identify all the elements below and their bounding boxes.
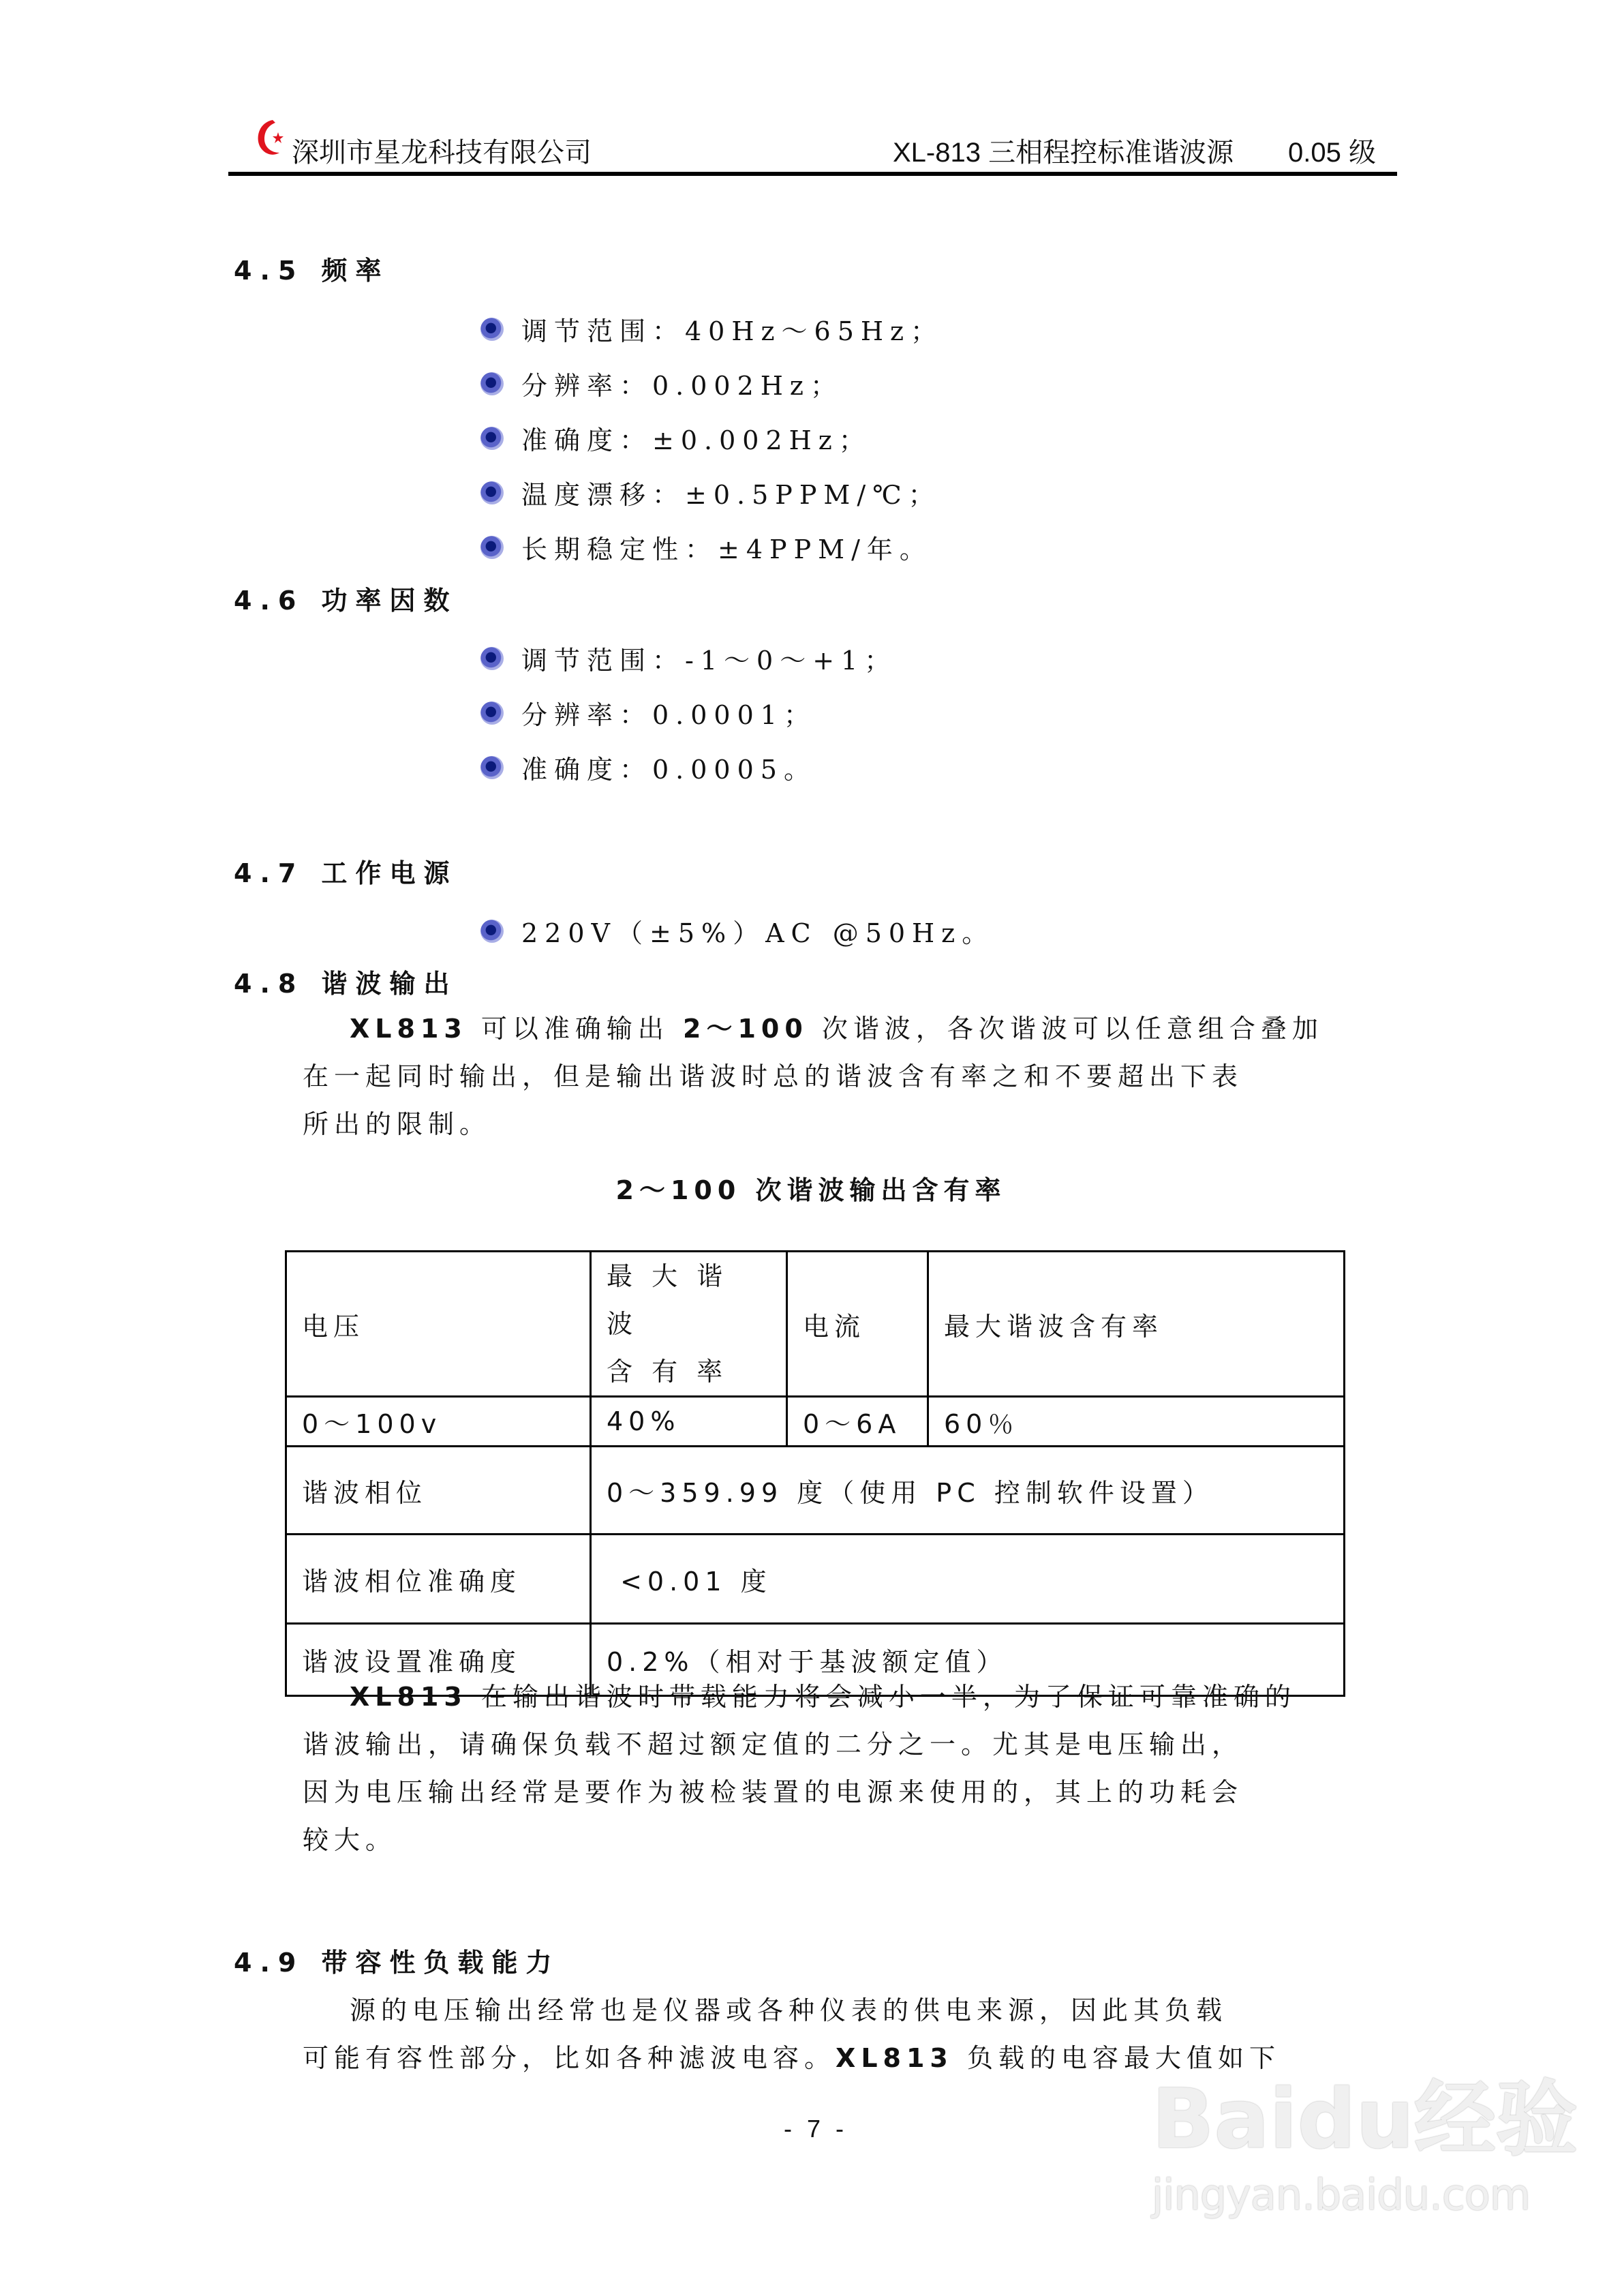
bullet-icon <box>480 536 504 559</box>
paragraph-line: 在一起同时输出，但是输出谐波时总的谐波含有率之和不要超出下表 <box>303 1061 1244 1091</box>
table-header-cell <box>591 1252 787 1397</box>
harmonic-spec-table <box>285 1250 1345 1697</box>
list-item-text: 220V（±5%）AC @50Hz。 <box>521 918 995 948</box>
list-item-text: 分辨率：0.0001； <box>521 700 816 730</box>
header-line: 最 大 谐 波 <box>607 1261 729 1339</box>
list-item <box>480 365 843 402</box>
list-item <box>480 749 816 786</box>
product-title: XL-813 三相程控标准谐波源 <box>893 138 1234 168</box>
section-heading-4-7: 4.7 工作电源 <box>234 858 458 888</box>
bullet-icon <box>480 647 504 670</box>
list-item <box>480 912 994 950</box>
list-item <box>480 474 941 511</box>
table-cell-label: 谐波设置准确度 <box>286 1624 591 1696</box>
table-cell: 60％ <box>928 1397 1345 1447</box>
text: 次谐波，各次谐波可以任意组合叠加 <box>808 1014 1323 1044</box>
table-row <box>286 1535 1345 1624</box>
table-cell-label: 谐波相位准确度 <box>286 1535 591 1624</box>
table-header-cell: 电流 <box>787 1252 928 1397</box>
bullet-icon <box>480 701 504 725</box>
table-cell-value: <0.01 度 <box>591 1535 1345 1624</box>
header-line: 含 有 率 <box>607 1357 729 1387</box>
table-row <box>286 1397 1345 1447</box>
watermark-brand: Baidu经验 <box>1152 2072 1578 2167</box>
bullet-icon <box>480 756 504 779</box>
paragraph-line <box>350 1008 1323 1045</box>
list-item <box>480 528 932 566</box>
product-grade: 0.05 级 <box>1288 138 1376 168</box>
table-cell-label: 谐波相位 <box>286 1447 591 1535</box>
list-item-text: 调节范围：40Hz～65Hz； <box>521 316 944 346</box>
paragraph-line: 所出的限制。 <box>303 1109 491 1139</box>
table-header-cell: 最大谐波含有率 <box>928 1252 1345 1397</box>
paragraph-line: 谐波输出，请确保负载不超过额定值的二分之一。尤其是电压输出， <box>303 1729 1244 1759</box>
text: 在输出谐波时带载能力将会减小一半，为了保证可靠准确的 <box>467 1682 1296 1712</box>
harmonic-range: 2～100 <box>683 1014 808 1044</box>
list-item-text: 调节范围：-1～0～+1； <box>521 646 898 676</box>
list-item-text: 长期稳定性：±4PPM/年。 <box>521 534 932 564</box>
list-item <box>480 639 897 677</box>
page-number: - 7 - <box>784 2115 848 2143</box>
text: 负载的电容最大值如下 <box>953 2043 1281 2073</box>
section-heading-4-9: 4.9 带容性负载能力 <box>234 1948 560 1978</box>
text: 可能有容性部分，比如各种滤波电容。 <box>303 2043 836 2073</box>
company-name: 深圳市星龙科技有限公司 <box>292 138 592 168</box>
paragraph-line: 较大。 <box>303 1825 397 1855</box>
model-name: XL813 <box>836 2043 953 2073</box>
table-caption: 2～100 次谐波输出含有率 <box>615 1175 1007 1205</box>
paragraph-line <box>350 1676 1296 1713</box>
list-item <box>480 310 943 348</box>
table-cell: 0～100v <box>286 1397 591 1447</box>
company-logo-icon <box>252 117 285 158</box>
table-cell: 40% <box>591 1397 787 1447</box>
list-item-text: 准确度：0.0005。 <box>521 755 816 785</box>
model-name: XL813 <box>350 1014 468 1044</box>
table-cell-value: 0～359.99 度（使用 PC 控制软件设置） <box>591 1447 1345 1535</box>
table-cell: 0～6A <box>787 1397 928 1447</box>
list-item-text: 温度漂移：±0.5PPM/℃； <box>521 480 941 510</box>
section-heading-4-8: 4.8 谐波输出 <box>234 969 458 999</box>
table-cell-value: 0.2%（相对于基波额定值） <box>591 1624 1345 1696</box>
section-heading-4-6: 4.6 功率因数 <box>234 586 458 616</box>
watermark-url: jingyan.baidu.com <box>1152 2170 1531 2220</box>
list-item <box>480 419 872 457</box>
section-heading-4-5: 4.5 频率 <box>234 256 390 286</box>
bullet-icon <box>480 481 504 504</box>
header-rule <box>228 172 1397 176</box>
paragraph-line <box>303 2037 1281 2074</box>
table-row <box>286 1447 1345 1535</box>
paragraph-line: 因为电压输出经常是要作为被检装置的电源来使用的，其上的功耗会 <box>303 1777 1244 1807</box>
table-header-cell: 电压 <box>286 1252 591 1397</box>
list-item-text: 准确度：±0.002Hz； <box>521 425 872 455</box>
bullet-icon <box>480 427 504 450</box>
bullet-icon <box>480 318 504 341</box>
baidu-watermark <box>1152 2072 1578 2222</box>
model-name: XL813 <box>350 1682 468 1712</box>
list-item-text: 分辨率：0.002Hz； <box>521 371 843 401</box>
text: 可以准确输出 <box>467 1014 684 1044</box>
bullet-icon <box>480 920 504 943</box>
table-header-row <box>286 1252 1345 1397</box>
list-item <box>480 694 816 731</box>
paragraph-line: 源的电压输出经常也是仪器或各种仪表的供电来源，因此其负载 <box>350 1995 1228 2025</box>
bullet-icon <box>480 372 504 395</box>
